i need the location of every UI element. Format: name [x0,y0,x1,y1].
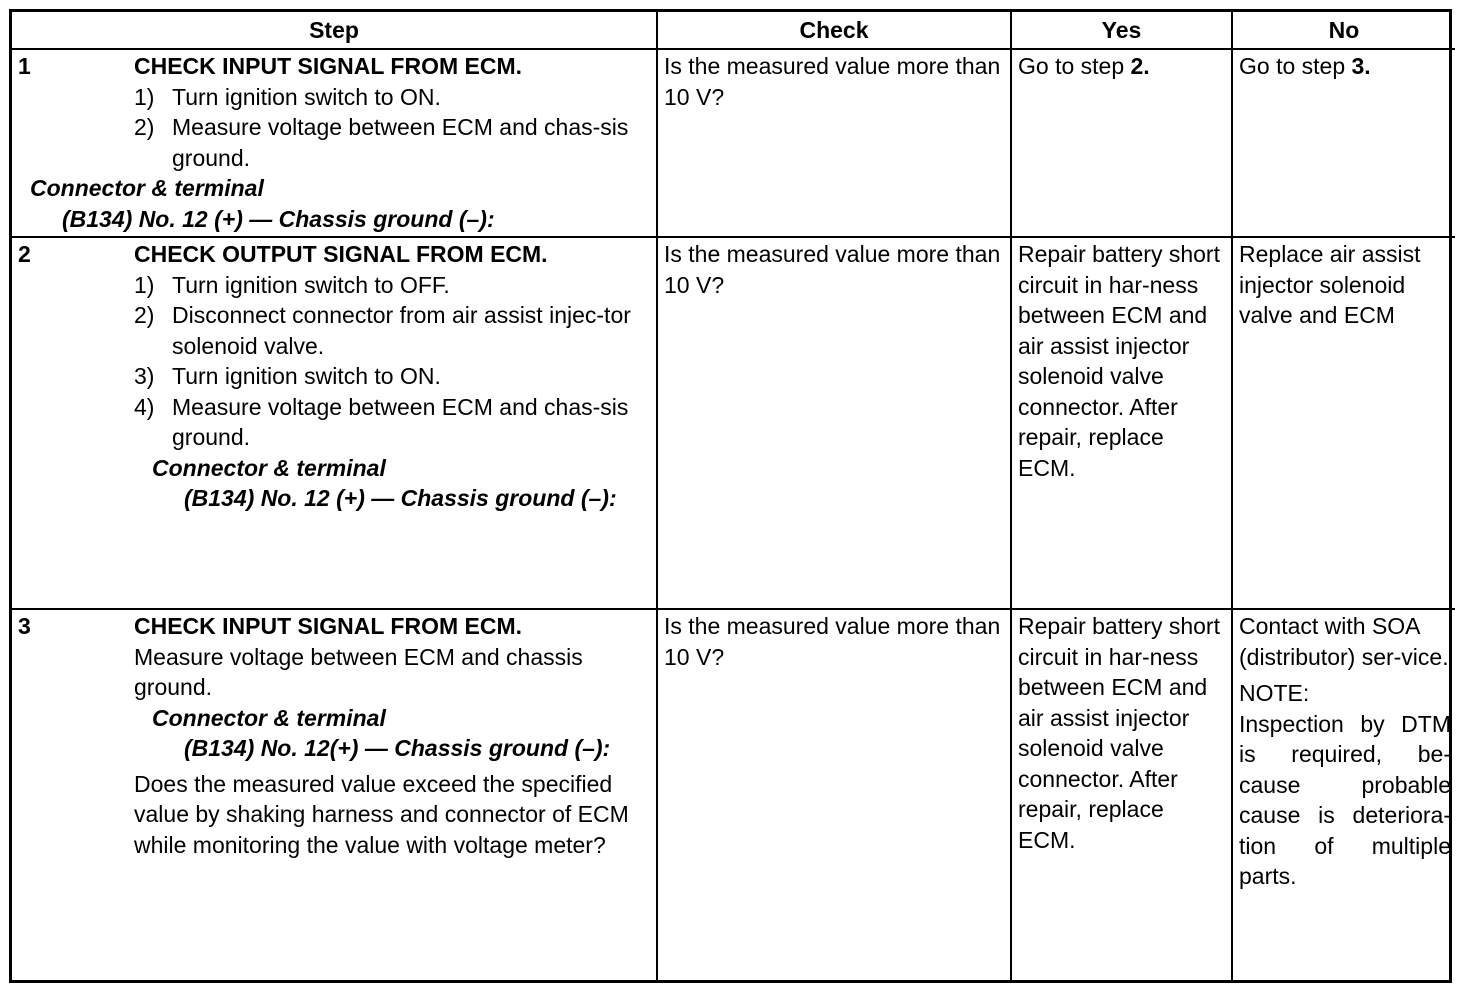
step-number: 2 [18,241,31,267]
connector-label: Connector & terminal [152,454,386,481]
substep [134,112,652,173]
connector-value: (B134) No. 12 (+) — Chassis ground (–): [62,205,495,232]
substep-number: 4) [134,393,155,420]
yes-text: Go to step [1018,53,1131,79]
connector-value: (B134) No. 12 (+) — Chassis ground (–): [184,485,617,511]
header-step: Step [12,12,657,49]
step-question: Does the measured value exceed the specified value by shaking harness and connector of ECM while monitoring the value with voltage meter? [134,770,629,858]
yes-cell [1011,49,1232,237]
step-intro: Measure voltage between ECM and chassis ground. [134,643,583,700]
step-cell [12,49,657,237]
substep-number: 1) [134,271,155,298]
step-title: CHECK INPUT SIGNAL FROM ECM. [134,613,523,639]
substep-number: 3) [134,363,155,389]
substep [134,392,652,453]
note-text: Inspection by DTM is required, be-cause probable cause is deteriora-tion of multiple parts. [1239,710,1451,889]
substep-number: 2) [134,302,155,328]
step-title: CHECK INPUT SIGNAL FROM ECM. [134,53,523,79]
yes-cell: Repair battery short circuit in har-ness between ECM and air assist injector solenoid valve connector. After repair, replace ECM. [1011,237,1232,609]
substep [134,300,652,361]
substep-text: Turn ignition switch to ON. [172,363,441,389]
substep-text: Turn ignition switch to OFF. [172,271,450,298]
connector-value: (B134) No. 12(+) — Chassis ground (–): [184,735,611,761]
table-row [12,609,1455,983]
step-cell [12,609,657,983]
substep-text: Measure voltage between ECM and chas-sis ground. [172,393,629,450]
substep-text: Measure voltage between ECM and chas-sis ground. [172,114,629,171]
yes-step-ref: 2. [1130,53,1150,79]
table-row [12,49,1455,237]
diagnostic-table-frame [9,9,1452,983]
header-row [12,12,1455,49]
check-cell: Is the measured value more than 10 V? [657,609,1011,983]
connector-label: Connector & terminal [30,175,264,201]
substep-text: Disconnect connector from air assist injec-tor solenoid valve. [172,302,631,359]
no-cell [1232,609,1455,983]
check-cell: Is the measured value more than 10 V? [657,237,1011,609]
substep-number: 1) [134,83,155,110]
substep [134,270,652,301]
header-check: Check [657,12,1011,49]
step-cell [12,237,657,609]
no-text: Contact with SOA (distributor) ser-vice. [1239,613,1449,670]
no-step-ref: 3. [1351,53,1371,79]
header-no: No [1232,12,1455,49]
substep [134,82,652,113]
connector-label: Connector & terminal [152,704,386,731]
diagnostic-table [12,12,1455,983]
check-cell: Is the measured value more than 10 V? [657,49,1011,237]
step-number: 3 [18,613,31,639]
header-yes: Yes [1011,12,1232,49]
substep-text: Turn ignition switch to ON. [172,83,441,110]
step-title: CHECK OUTPUT SIGNAL FROM ECM. [134,241,548,267]
no-text: Go to step [1239,53,1352,79]
no-cell [1232,49,1455,237]
note-label: NOTE: [1239,680,1310,706]
substep-number: 2) [134,114,155,140]
no-cell: Replace air assist injector solenoid valve and ECM [1232,237,1455,609]
yes-cell: Repair battery short circuit in har-ness between ECM and air assist injector solenoid valve connector. After repair, replace ECM. [1011,609,1232,983]
substep [134,361,652,392]
table-row [12,237,1455,609]
step-number: 1 [18,53,31,79]
